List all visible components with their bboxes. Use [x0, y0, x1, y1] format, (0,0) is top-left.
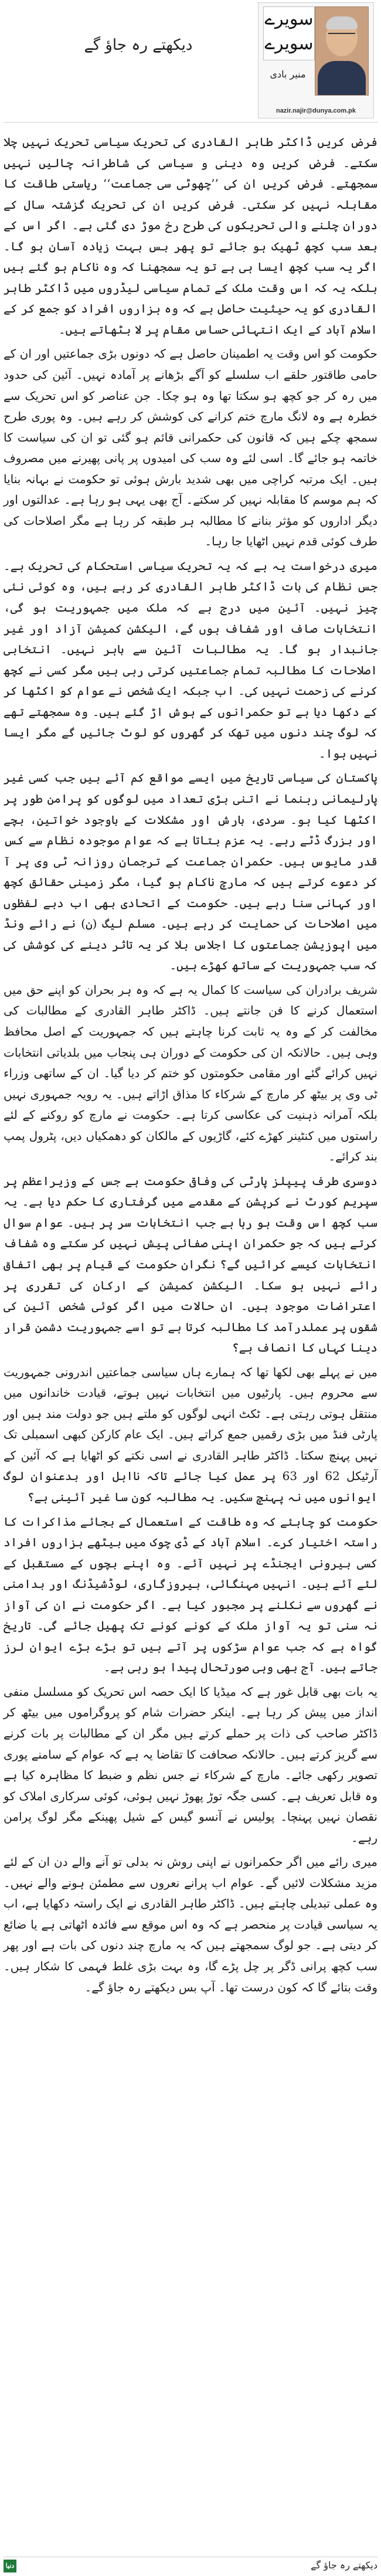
column-logo [263, 6, 315, 60]
article-paragraph: فرض کریں ڈاکٹر طاہر القادری کی تحریک سیاسی تحریک نہیں چلا سکتے۔ فرض کریں وہ دینی و سیاسی کی شاطرانہ چالیں نہیں سمجھتے۔ فرض کریں ان کی ’’چھوٹی سی جماعت‘‘ ریاستی طاقت کا مقابلہ نہیں کر سکتی۔ فرض کریں ان کی تحریک گزشتہ سال کے دوران چلنے والی تحریکوں کی طرح رخ موڑ دی گئی ہے۔ اگر اس کے بعد سب کچھ ٹھیک ہو جائے تو پھر بس بہت زیادہ آسان ہو گا۔ اگر یہ سب کچھ ایسا ہی ہے تو یہ سمجھنا کہ وہ ناکام ہو گئے ہیں بلکہ یہ کہ اس وقت ملک کے تمام سیاسی لیڈروں میں ڈاکٹر طاہر القادری کو یہ حیثیت حاصل ہے کہ وہ ہزاروں افراد کو جمع کر کے اسلام آباد کے ایک انتہائی حساس مقام پر لا بٹھاتے ہیں۔ [4, 135, 377, 337]
column-logo-line-2: سویرے [264, 33, 314, 54]
article-paragraph: میں نے پہلے بھی لکھا تھا کہ ہمارے ہاں سیاسی جماعتیں اندرونی جمہوریت سے محروم ہیں۔ پارٹیوں میں انتخابات نہیں ہوتے، قیادت خاندانوں میں منتقل ہوتی رہتی ہے۔ ٹکٹ انہی لوگوں کو ملتے ہیں جو دولت مند ہیں اور پارٹی فنڈ میں بڑی رقمیں جمع کراتے ہیں۔ ایک عام کارکن کبھی اسمبلی تک نہیں پہنچ سکتا۔ ڈاکٹر طاہر القادری نے اسی نکتے کو اٹھایا ہے کہ آئین کے آرٹیکل 62 اور 63 پر عمل کیا جائے تاکہ نااہل اور بدعنوان لوگ ایوانوں میں نہ پہنچ سکیں۔ یہ مطالبہ کون سا غیر آئینی ہے؟ [4, 1365, 378, 1504]
article-paragraph: میری درخواست یہ ہے کہ یہ تحریک سیاسی استحکام کی تحریک ہے۔ جس نظام کی بات ڈاکٹر طاہر القادری کر رہے ہیں، وہ کوئی نئی چیز نہیں۔ آئین میں درج ہے کہ ملک میں جمہوریت ہو گی، انتخابات صاف اور شفاف ہوں گے، الیکشن کمیشن آزاد اور غیر جانبدار ہو گا۔ یہ مطالبات آئین سے باہر نہیں۔ انتخابی اصلاحات کا مطالبہ تمام جماعتیں کرتی رہی ہیں مگر کسی نے کچھ کرنے کی زحمت نہیں کی۔ اب جبکہ ایک شخص نے عوام کو اکٹھا کر کے دکھا دیا ہے تو حکمرانوں کے ہوش اڑ گئے ہیں۔ وہ سمجھتے تھے کہ لوگ چند دنوں میں تھک کر گھروں کو لوٹ جائیں گے مگر ایسا نہیں ہوا۔ [4, 558, 377, 761]
article-paragraph: میری رائے میں اگر حکمرانوں نے اپنی روش نہ بدلی تو آنے والے دن ان کے لئے مزید مشکلات لائیں گے۔ عوام اب پرانے نعروں سے مطمئن ہونے والے نہیں۔ وہ عملی تبدیلی چاہتے ہیں۔ ڈاکٹر طاہر القادری نے ایک راستہ دکھایا ہے، اب یہ سیاسی قیادت پر منحصر ہے کہ وہ اس موقع سے فائدہ اٹھاتی ہے یا ضائع کر دیتی ہے۔ جو لوگ سمجھتے ہیں کہ یہ مارچ چند دنوں کی بات ہے اور پھر سب کچھ پرانی ڈگر پر چل پڑے گا، وہ بہت بڑی غلط فہمی کا شکار ہیں۔ وقت بتائے گا کہ کون درست تھا۔ آپ بس دیکھتے رہ جاؤ گے۔ [3, 1855, 377, 1994]
article-paragraph: شریف برادران کی سیاست کا کمال یہ ہے کہ وہ ہر بحران کو اپنے حق میں استعمال کرنے کا فن جانتے ہیں۔ ڈاکٹر طاہر القادری کے مطالبات کی مخالفت کر کے وہ یہ ثابت کرنا چاہتے ہیں کہ جمہوریت کے اصل محافظ وہی ہیں۔ حالانکہ ان کی حکومت کے دوران ہی پنجاب میں بلدیاتی انتخابات نہیں کرائے گئے اور مقامی حکومتوں کو ختم کر دیا گیا۔ ان کے ساتھی وزراء ٹی وی پر بیٹھ کر مارچ کے شرکاء کا مذاق اڑاتے ہیں۔ یہ رویہ جمہوری نہیں بلکہ آمرانہ ذہنیت کی عکاسی کرتا ہے۔ حکومت نے مارچ کو روکنے کے لئے راستوں میں کنٹینر کھڑے کئے، گاڑیوں کے مالکان کو دھمکیاں دیں، پٹرول پمپ بند کرائے۔ [4, 982, 377, 1164]
column-header [4, 0, 377, 123]
article-paragraph: پاکستان کی سیاسی تاریخ میں ایسے مواقع کم آئے ہیں جب کسی غیر پارلیمانی رہنما نے اتنی بڑی تعداد میں لوگوں کو پرامن طور پر اکٹھا کیا ہو۔ سردی، بارش اور مشکلات کے باوجود خواتین، بچے اور بزرگ ڈٹے رہے۔ یہ عزم بتاتا ہے کہ عوام موجودہ نظام سے کس قدر مایوس ہیں۔ حکمران جماعت کے ترجمان روزانہ ٹی وی پر آ کر دعوے کرتے ہیں کہ مارچ ناکام ہو گیا، مگر زمینی حقائق کچھ اور کہانی سنا رہے ہیں۔ حکومت کے اتحادی بھی اب دبے لفظوں میں اصلاحات کی حمایت کر رہے ہیں۔ مسلم لیگ (ن) نے رائے ونڈ میں اپوزیشن جماعتوں کا اجلاس بلا کر یہ تاثر دینے کی کوشش کی کہ سب جمہوریت کے ساتھ کھڑے ہیں۔ [4, 771, 377, 973]
newspaper-logo-icon: دنیا [4, 2560, 16, 2572]
article-paragraph: یہ بات بھی قابل غور ہے کہ میڈیا کا ایک حصہ اس تحریک کو مسلسل منفی انداز میں پیش کر رہا ہے۔ اینکر حضرات شام کو پروگراموں میں بیٹھ کر ڈاکٹر صاحب کی ذات پر حملے کرتے ہیں مگر ان کے مطالبات پر بات کرنے سے گریز کرتے ہیں۔ حالانکہ صحافت کا تقاضا یہ ہے کہ عوام کے سامنے پوری تصویر رکھی جائے۔ مارچ کے شرکاء نے جس نظم و ضبط کا مظاہرہ کیا ہے وہ قابل تعریف ہے۔ کسی جگہ توڑ پھوڑ نہیں ہوئی، کوئی سرکاری املاک کو نقصان نہیں پہنچا۔ پولیس نے آنسو گیس کے شیل پھینکے مگر لوگ پرامن رہے۔ [4, 1684, 377, 1845]
columnist-box [258, 2, 374, 118]
column-author-email: nazir.najir@dunya.com.pk [275, 107, 356, 114]
column-headline: دیکھتے رہ جاؤ گے [84, 36, 193, 54]
footer-title: دیکھتے رہ جاؤ گے [311, 2560, 377, 2571]
article-paragraph: دوسری طرف پیپلز پارٹی کی وفاقی حکومت ہے جس کے وزیراعظم پر سپریم کورٹ نے کرپشن کے مقدمے میں گرفتاری کا حکم دیا ہے۔ یہ سب کچھ اس وقت ہو رہا ہے جب انتخابات سر پر ہیں۔ عوام سوال کرتے ہیں کہ جو حکمران اپنی صفائی پیش نہیں کر سکتے وہ شفاف انتخابات کیسے کرائیں گے؟ نگران حکومت کے قیام پر بھی اتفاق رائے نہیں ہو سکا۔ الیکشن کمیشن کے ارکان کی تقرری پر اعتراضات موجود ہیں۔ ان حالات میں اگر کوئی شخص آئین کی شقوں پر عملدرآمد کا مطالبہ کرتا ہے تو اسے جمہوریت دشمن قرار دینا کہاں کا انصاف ہے؟ [4, 1173, 377, 1355]
article-paragraph: حکومت کو چاہئے کہ وہ طاقت کے استعمال کے بجائے مذاکرات کا راستہ اختیار کرے۔ اسلام آباد کے ڈی چوک میں بیٹھے ہزاروں افراد کسی بیرونی ایجنڈے پر نہیں آئے۔ وہ اپنے بچوں کے مستقبل کے لئے آئے ہیں۔ انہیں مہنگائی، بیروزگاری، لوڈشیڈنگ اور بدامنی نے گھروں سے نکلنے پر مجبور کیا ہے۔ اگر حکومت نے ان کی آواز نہ سنی تو یہ آواز ملک کے کونے کونے تک پھیل جائے گی۔ تاریخ گواہ ہے کہ جب عوام سڑکوں پر آتے ہیں تو بڑے بڑے ایوان لرز جاتے ہیں۔ آج بھی وہی صورتحال پیدا ہو رہی ہے۔ [4, 1514, 377, 1675]
article-paragraph: حکومت کو اس وقت یہ اطمینان حاصل ہے کہ دونوں بڑی جماعتیں اور ان کے حامی طاقتور حلقے اب سلسلے کو آگے بڑھانے پر آمادہ نہیں۔ آئین کی حدود میں رہ کر جو کچھ ہو سکتا تھا وہ ہو چکا۔ جن عناصر کو اس تحریک سے خطرہ ہے وہ لانگ مارچ ختم کرانے کی کوشش کر رہے ہیں۔ وہ پوری طرح سمجھ چکے ہیں کہ قانون کی حکمرانی قائم ہو گئی تو ان کی سیاست کا خاتمہ ہو جائے گا۔ اسی لئے وہ سب کی امیدوں پر پانی پھیرنے میں مصروف ہیں۔ ایک مرتبہ کراچی میں بھی شدید بارش ہوئی تو حکومت نے بہانہ بنایا کہ ہم موسم کا مقابلہ نہیں کر سکتے۔ آج بھی یہی ہو رہا ہے۔ عدالتوں اور دیگر اداروں کو مؤثر بنانے کا مطالبہ ہر طبقہ کر رہا ہے مگر اصلاحات کی طرف کوئی قدم نہیں اٹھایا جا رہا۔ [4, 347, 377, 549]
column-author-name: منیر بادی [270, 69, 306, 80]
column-logo-line-1: سویرے [264, 9, 314, 29]
article-body [4, 123, 377, 1998]
column-footer [4, 2557, 377, 2574]
columnist-photo [315, 6, 369, 96]
